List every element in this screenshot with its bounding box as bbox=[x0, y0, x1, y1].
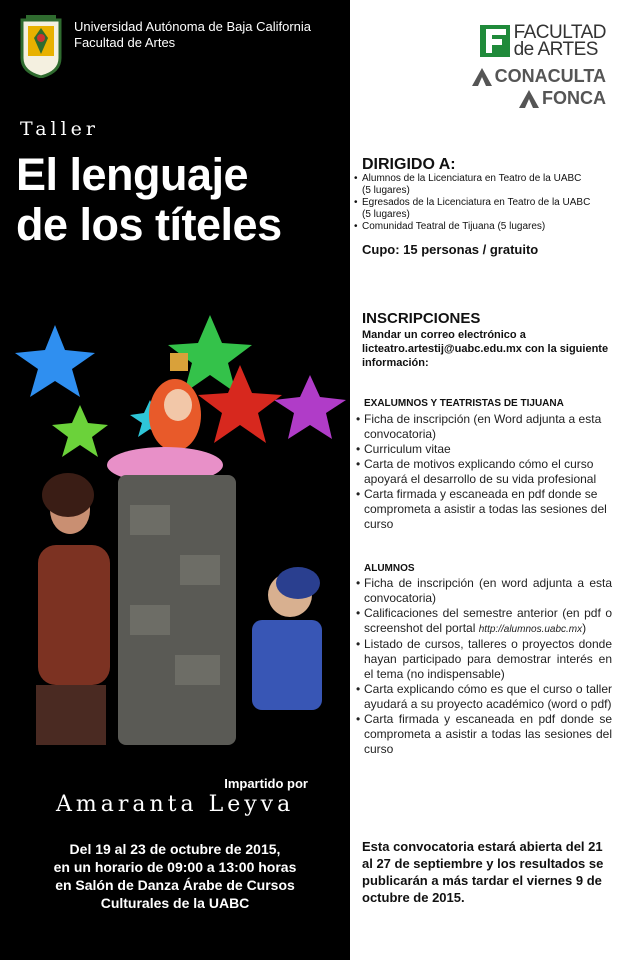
list-item: • Ficha de inscripción (en Word adjunta a esta convocatoria) bbox=[356, 412, 612, 442]
list-item: • Carta firmada y escaneada en pdf donde se comprometa a asistir a todas las sesiones del curso bbox=[356, 487, 612, 532]
list-item bbox=[356, 606, 612, 637]
list-item bbox=[354, 221, 616, 233]
alumnos-item-close: ) bbox=[582, 621, 587, 635]
workshop-label: Taller bbox=[20, 118, 100, 140]
conaculta-logo bbox=[472, 66, 606, 87]
dirigido-heading: DIRIGIDO A: bbox=[362, 156, 456, 173]
exalumnos-list bbox=[356, 412, 612, 532]
uabc-crest-icon bbox=[20, 14, 62, 78]
list-item: • Listado de cursos, talleres o proyectos donde hayan participado para demostrar interés en el tema (no indispensable) bbox=[356, 637, 612, 682]
poster-right-panel bbox=[350, 0, 622, 960]
inscripciones-line: información: bbox=[362, 357, 429, 369]
fonca-icon bbox=[519, 90, 539, 108]
list-item: • Ficha de inscripción (en word adjunta a esta convocatoria) bbox=[356, 576, 612, 606]
dirigido-item-text: Comunidad Teatral de Tijuana (5 lugares) bbox=[362, 221, 546, 232]
dirigido-item-sub: (5 lugares) bbox=[362, 185, 410, 196]
dirigido-item-text: Alumnos de la Licenciatura en Teatro de la UABC bbox=[362, 173, 582, 184]
list-item: • Curriculum vitae bbox=[356, 442, 612, 457]
closing-note: Esta convocatoria estará abierta del 21 al 27 de septiembre y los resultados se publicarán a más tardar el viernes 9 de octubre de 2015. bbox=[362, 839, 604, 905]
puppet-photo bbox=[0, 305, 350, 745]
facultad-artes-icon bbox=[480, 25, 510, 57]
alumnos-heading: ALUMNOS bbox=[364, 563, 415, 574]
conaculta-icon bbox=[472, 68, 492, 86]
facultad-line-1: FACULTAD bbox=[513, 22, 606, 43]
capacity-text: Cupo: 15 personas / gratuito bbox=[362, 242, 539, 257]
inscripciones-line: licteatro.artestij@uabc.edu.mx con la siguiente bbox=[362, 343, 609, 355]
dirigido-list bbox=[354, 173, 616, 233]
schedule-line: Culturales de la UABC bbox=[100, 895, 250, 911]
list-item bbox=[354, 173, 616, 197]
schedule-line: en Salón de Danza Árabe de Cursos bbox=[55, 877, 295, 893]
list-item: • Carta firmada y escaneada en pdf donde se comprometa a asistir a todas las sesiones del curso bbox=[356, 712, 612, 757]
facultad-line-2: de ARTES bbox=[513, 39, 598, 60]
instructor-name: Amaranta Leyva bbox=[56, 792, 295, 817]
schedule-line: en un horario de 09:00 a 13:00 horas bbox=[53, 859, 297, 875]
exalumnos-heading: EXALUMNOS Y TEATRISTAS DE TIJUANA bbox=[364, 398, 564, 409]
conaculta-text: CONACULTA bbox=[494, 66, 606, 86]
schedule-block bbox=[0, 840, 350, 912]
faculty-line: Facultad de Artes bbox=[74, 35, 176, 50]
list-item: • Carta de motivos explicando cómo el curso apoyará el desarrollo de su vida profesional bbox=[356, 457, 612, 487]
university-line: Universidad Autónoma de Baja California bbox=[74, 19, 312, 34]
title-line-1: El lenguaje bbox=[16, 149, 249, 200]
portal-link[interactable]: http://alumnos.uabc.mx bbox=[478, 624, 583, 635]
list-item: • Carta explicando cómo es que el curso o taller ayudará a su proyecto académico (word o pdf) bbox=[356, 682, 612, 712]
schedule-line: Del 19 al 23 de octubre de 2015, bbox=[69, 841, 281, 857]
title-line-2: de los títeles bbox=[16, 199, 282, 250]
facultad-artes-logo bbox=[480, 24, 606, 58]
alumnos-item-text: Calificaciones del semestre anterior (en pdf o screenshot del portal bbox=[364, 606, 612, 635]
university-name bbox=[74, 19, 311, 51]
dirigido-item-text: Egresados de la Licenciatura en Teatro de la UABC bbox=[362, 197, 591, 208]
inscripciones-heading: INSCRIPCIONES bbox=[362, 310, 481, 327]
list-item bbox=[354, 197, 616, 221]
poster-title bbox=[16, 150, 282, 250]
taught-by-label: Impartido por bbox=[224, 776, 308, 791]
fonca-logo bbox=[519, 88, 606, 109]
fonca-text: FONCA bbox=[542, 88, 606, 108]
dirigido-item-sub: (5 lugares) bbox=[362, 209, 410, 220]
inscripciones-line: Mandar un correo electrónico a bbox=[362, 329, 526, 341]
alumnos-list bbox=[356, 576, 612, 757]
inscripciones-text bbox=[362, 328, 617, 370]
